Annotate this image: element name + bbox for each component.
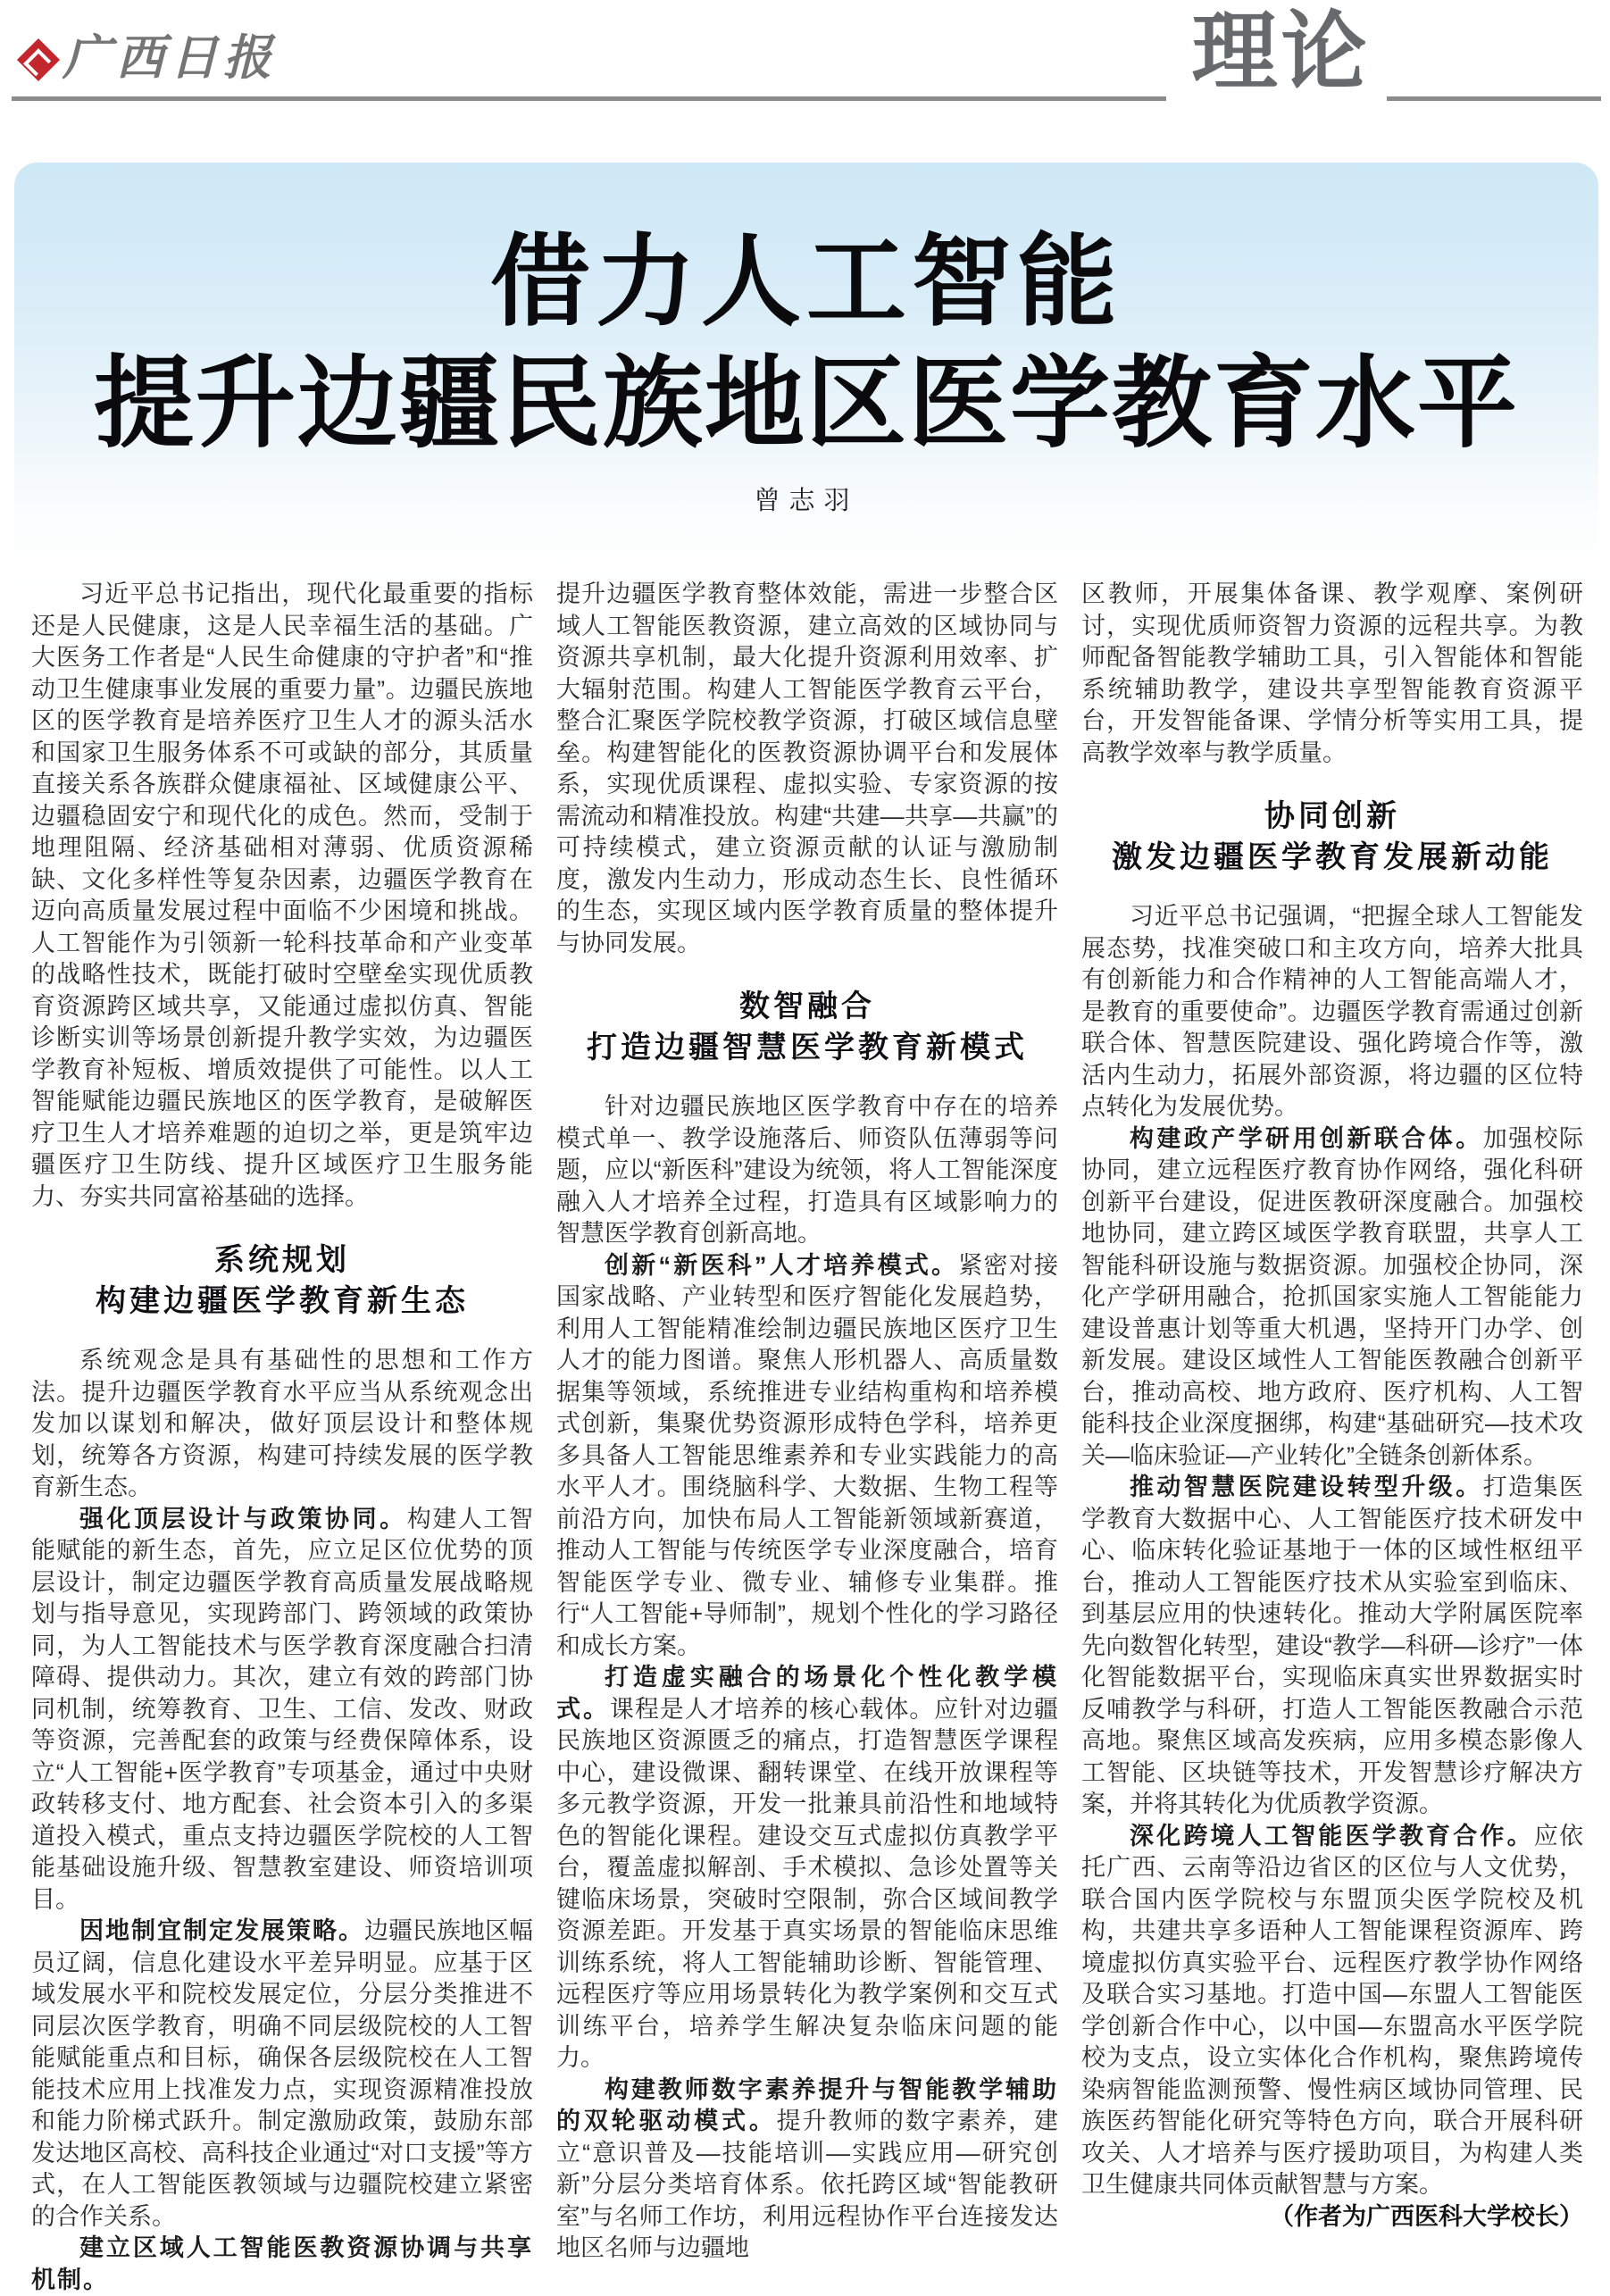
paragraph: 创新“新医科”人才培养模式。紧密对接国家战略、产业转型和医疗智能化发展趋势，利用人工智能精准绘制边疆民族地区医疗卫生人才的能力图谱。聚焦人形机器人、高质量数据集等领域，系统推进专业结构重构和培养模式创新，集聚优势资源形成特色学科，培养更多具备人工智能思维素养和专业实践能力的高水平人才。围绕脑科学、大数据、生物工程等前沿方向，加快布局人工智能新领域新赛道，推动人工智能与传统医学专业深度融合，培育智能医学专业、微专业、辅修专业集群。推行“人工智能+导师制”，规划个性化的学习路径和成长方案。 — [556, 1251, 1059, 1659]
section-heading-line: 系统规划 — [214, 1243, 350, 1277]
paragraph: 构建教师数字素养提升与智能教学辅助的双轮驱动模式。提升教师的数字素养，建立“意识普及—技能培训—实践应用—研究创新”分层分类培育体系。依托跨区域“智能教研室”与名师工作坊，利用远程协作平台连接发达地区名师与边疆地 — [556, 2075, 1059, 2261]
paragraph: 提升边疆医学教育整体效能，需进一步整合区域人工智能医教资源，建立高效的区域协同与资源共享机制，最大化提升资源利用效率、扩大辐射范围。构建人工智能医学教育云平台，整合汇聚医学院校教学资源，打破区域信息壁垒。构建智能化的医教资源协调平台和发展体系，实现优质课程、虚拟实验、专家资源的按需流动和精准投放。构建“共建—共享—共赢”的可持续模式，建立资源贡献的认证与激励制度，激发内生动力，形成动态生长、良性循环的生态，实现区域内医学教育质量的整体提升与协同发展。 — [556, 580, 1058, 956]
paragraph-lead: 构建教师数字素养提升与智能教学辅助的双轮驱动模式。 — [556, 2075, 1058, 2134]
section-heading-line: 协同创新 — [1264, 799, 1400, 833]
paragraph: 针对边疆民族地区医学教育中存在的培养模式单一、教学设施落后、师资队伍薄弱等问题，应以“新医科”建设为统领，将人工智能深度融入人才培养全过程，打造具有区域影响力的智慧医学教育创新高地。 — [556, 1093, 1058, 1247]
section-heading-line: 打造边疆智慧医学教育新模式 — [587, 1031, 1028, 1065]
section-title: 理论 — [1191, 1, 1371, 102]
masthead — [0, 0, 1610, 116]
section-heading — [556, 986, 1058, 1068]
column-1 — [31, 579, 533, 2296]
paragraph-lead: 创新“新医科”人才培养模式。 — [605, 1251, 959, 1279]
paragraph: 构建政产学研用创新联合体。加强校际协同，建立远程医疗教育协作网络，强化科研创新平台建设，促进医教研深度融合。加强校地协同，建立跨区域医学教育联盟，共享人工智能科研设施与数据资源。加强校企协同，深化产学研用融合，抢抓国家实施人工智能能力建设普惠计划等重大机遇，坚持开门办学、创新发展。建设区域性人工智能医教融合创新平台，推动高校、地方政府、医疗机构、人工智能科技企业深度捆绑，构建“基础研究—技术攻关—临床验证—产业转化”全链条创新体系。 — [1081, 1124, 1583, 1469]
paragraph: 因地制宜制定发展策略。边疆民族地区幅员辽阔，信息化建设水平差异明显。应基于区域发展水平和院校发展定位，分层分类推进不同层次医学教育，明确不同层级院校的人工智能赋能重点和目标，确保各层级院校在人工智能技术应用上找准发力点，实现资源精准投放和能力阶梯式跃升。制定激励政策，鼓励东部发达地区高校、高科技企业通过“对口支援”等方式，在人工智能医教领域与边疆院校建立紧密的合作关系。 — [31, 1917, 533, 2230]
paragraph: 强化顶层设计与政策协同。构建人工智能赋能的新生态，首先，应立足区位优势的顶层设计，制定边疆医学教育高质量发展战略规划与指导意见，实现跨部门、跨领域的政策协同，为人工智能技术与医学教育深度融合扫清障碍、提供动力。其次，建立有效的跨部门协同机制，统筹教育、卫生、工信、发改、财政等资源，完善配套的政策与经费保障体系，设立“人工智能+医学教育”专项基金，通过中央财政转移支付、地方配套、社会资本引入的多渠道投入模式，重点支持边疆医学院校的人工智能基础设施升级、智慧教室建设、师资培训项目。 — [31, 1505, 533, 1913]
paragraph-lead: 因地制宜制定发展策略。 — [79, 1917, 364, 1944]
article-columns — [31, 579, 1585, 2296]
section-heading — [1081, 796, 1583, 878]
headline-line-2: 提升边疆民族地区医学教育水平 — [94, 347, 1519, 459]
section-heading-line: 激发边疆医学教育发展新动能 — [1112, 840, 1553, 874]
masthead-rule-right — [1387, 96, 1601, 101]
paragraph: 习近平总书记指出，现代化最重要的指标还是人民健康，这是人民幸福生活的基础。广大医务工作者是“人民生命健康的守护者”和“推动卫生健康事业发展的重要力量”。边疆民族地区的医学教育是培养医疗卫生人才的源头活水和国家卫生服务体系不可或缺的部分，其质量直接关系各族群众健康福祉、区域健康公平、边疆稳固安宁和现代化的成色。然而，受制于地理阻隔、经济基础相对薄弱、优质资源稀缺、文化多样性等复杂因素，边疆医学教育在迈向高质量发展过程中面临不少困境和挑战。人工智能作为引领新一轮科技革命和产业变革的战略性技术，既能打破时空壁垒实现优质教育资源跨区域共享，又能通过虚拟仿真、智能诊断实训等场景创新提升教学实效，为边疆医学教育补短板、增质效提供了可能性。以人工智能赋能边疆民族地区的医学教育，是破解医疗卫生人才培养难题的迫切之举，更是筑牢边疆医疗卫生防线、提升区域医疗卫生服务能力、夯实共同富裕基础的选择。 — [31, 580, 533, 1210]
headline-line-1: 借力人工智能 — [490, 226, 1122, 338]
paragraph: 打造虚实融合的场景化个性化教学模式。课程是人才培养的核心载体。应针对边疆民族地区资源匮乏的痛点，打造智慧医学课程中心，建设微课、翻转课堂、在线开放课程等多元教学资源，开发一批兼具前沿性和地域特色的智能化课程。建设交互式虚拟仿真教学平台，覆盖虚拟解剖、手术模拟、急诊处置等关键临床场景，突破时空限制，弥合区域间教学资源差距。开发基于真实场景的智能临床思维训练系统，将人工智能辅助诊断、智能管理、远程医疗等应用场景转化为教学案例和交互式训练平台，培养学生解决复杂临床问题的能力。 — [556, 1664, 1059, 2071]
guangxi-daily-logo — [18, 23, 277, 84]
paragraph-lead: 建立区域人工智能医教资源协调与共享机制。 — [31, 2234, 533, 2293]
masthead-rule-left — [12, 96, 1166, 101]
section-heading-line: 构建边疆医学教育新生态 — [96, 1284, 469, 1318]
paragraph: 深化跨境人工智能医学教育合作。应依托广西、云南等沿边省区的区位与人文优势，联合国内医学院校与东盟顶尖医学院校及机构，共建共享多语种人工智能课程资源库、跨境虚拟仿真实验平台、远程医疗教学协作网络及联合实习基地。打造中国—东盟人工智能医学创新合作中心，以中国—东盟高水平医学院校为支点，设立实体化合作机构，聚焦跨境传染病智能监测预警、慢性病区域协同管理、民族医药智能化研究等特色方向，联合开展科研攻关、人才培养与医疗援助项目，为构建人类卫生健康共同体贡献智慧与方案。 （作者为广西医科大学校长） — [1081, 1821, 1583, 2201]
guangxi-daily-logo-icon — [17, 38, 60, 81]
section-heading-line: 数智融合 — [739, 989, 875, 1023]
newspaper-name: 广西日报 — [63, 29, 277, 86]
paragraph — [31, 2233, 533, 2296]
headline-box — [14, 163, 1598, 614]
column-3 — [1081, 579, 1583, 2296]
paragraph-lead: 构建政产学研用创新联合体。 — [1130, 1124, 1483, 1152]
author-name: 曾志羽 — [754, 487, 859, 515]
paragraph-lead: 深化跨境人工智能医学教育合作。 — [1130, 1822, 1534, 1849]
paragraph-lead: 打造虚实融合的场景化个性化教学模式。 — [556, 1664, 1058, 1723]
logo-glyph — [23, 48, 51, 76]
column-2 — [556, 579, 1058, 2296]
paragraph-lead: 强化顶层设计与政策协同。 — [79, 1505, 407, 1532]
section-heading — [31, 1240, 533, 1322]
paragraph: 习近平总书记强调，“把握全球人工智能发展态势，找准突破口和主攻方向，培养大批具有创新能力和合作精神的人工智能高端人才，是教育的重要使命”。边疆医学教育需通过创新联合体、智慧医院建设、强化跨境合作等，激活内生动力，拓展外部资源，将边疆的区位特点转化为发展优势。 — [1081, 903, 1583, 1120]
paragraph: 区教师，开展集体备课、教学观摩、案例研讨，实现优质师资智力资源的远程共享。为教师配备智能教学辅助工具，引入智能体和智能系统辅助教学，建设共享型智能教育资源平台，开发智能备课、学情分析等实用工具，提高教学效率与教学质量。 — [1081, 580, 1583, 766]
paragraph: 系统观念是具有基础性的思想和工作方法。提升边疆医学教育水平应当从系统观念出发加以谋划和解决，做好顶层设计和整体规划，统筹各方资源，构建可持续发展的医学教育新生态。 — [31, 1347, 533, 1500]
paragraph-lead: 推动智慧医院建设转型升级。 — [1130, 1474, 1483, 1500]
paragraph: 推动智慧医院建设转型升级。打造集医学教育大数据中心、人工智能医疗技术研发中心、临床转化验证基地于一体的区域性枢纽平台，推动人工智能医疗技术从实验室到临床、到基层应用的快速转化。推动大学附属医院率先向数智化转型，建设“教学—科研—诊疗”一体化智能数据平台，实现临床真实世界数据实时反哺教学与科研，打造人工智能医教融合示范高地。聚焦区域高发疾病，应用多模态影像人工智能、区块链等技术，开发智慧诊疗解决方案，并将其转化为优质教学资源。 — [1081, 1474, 1583, 1817]
author-attribution: （作者为广西医科大学校长） — [1270, 2202, 1583, 2230]
